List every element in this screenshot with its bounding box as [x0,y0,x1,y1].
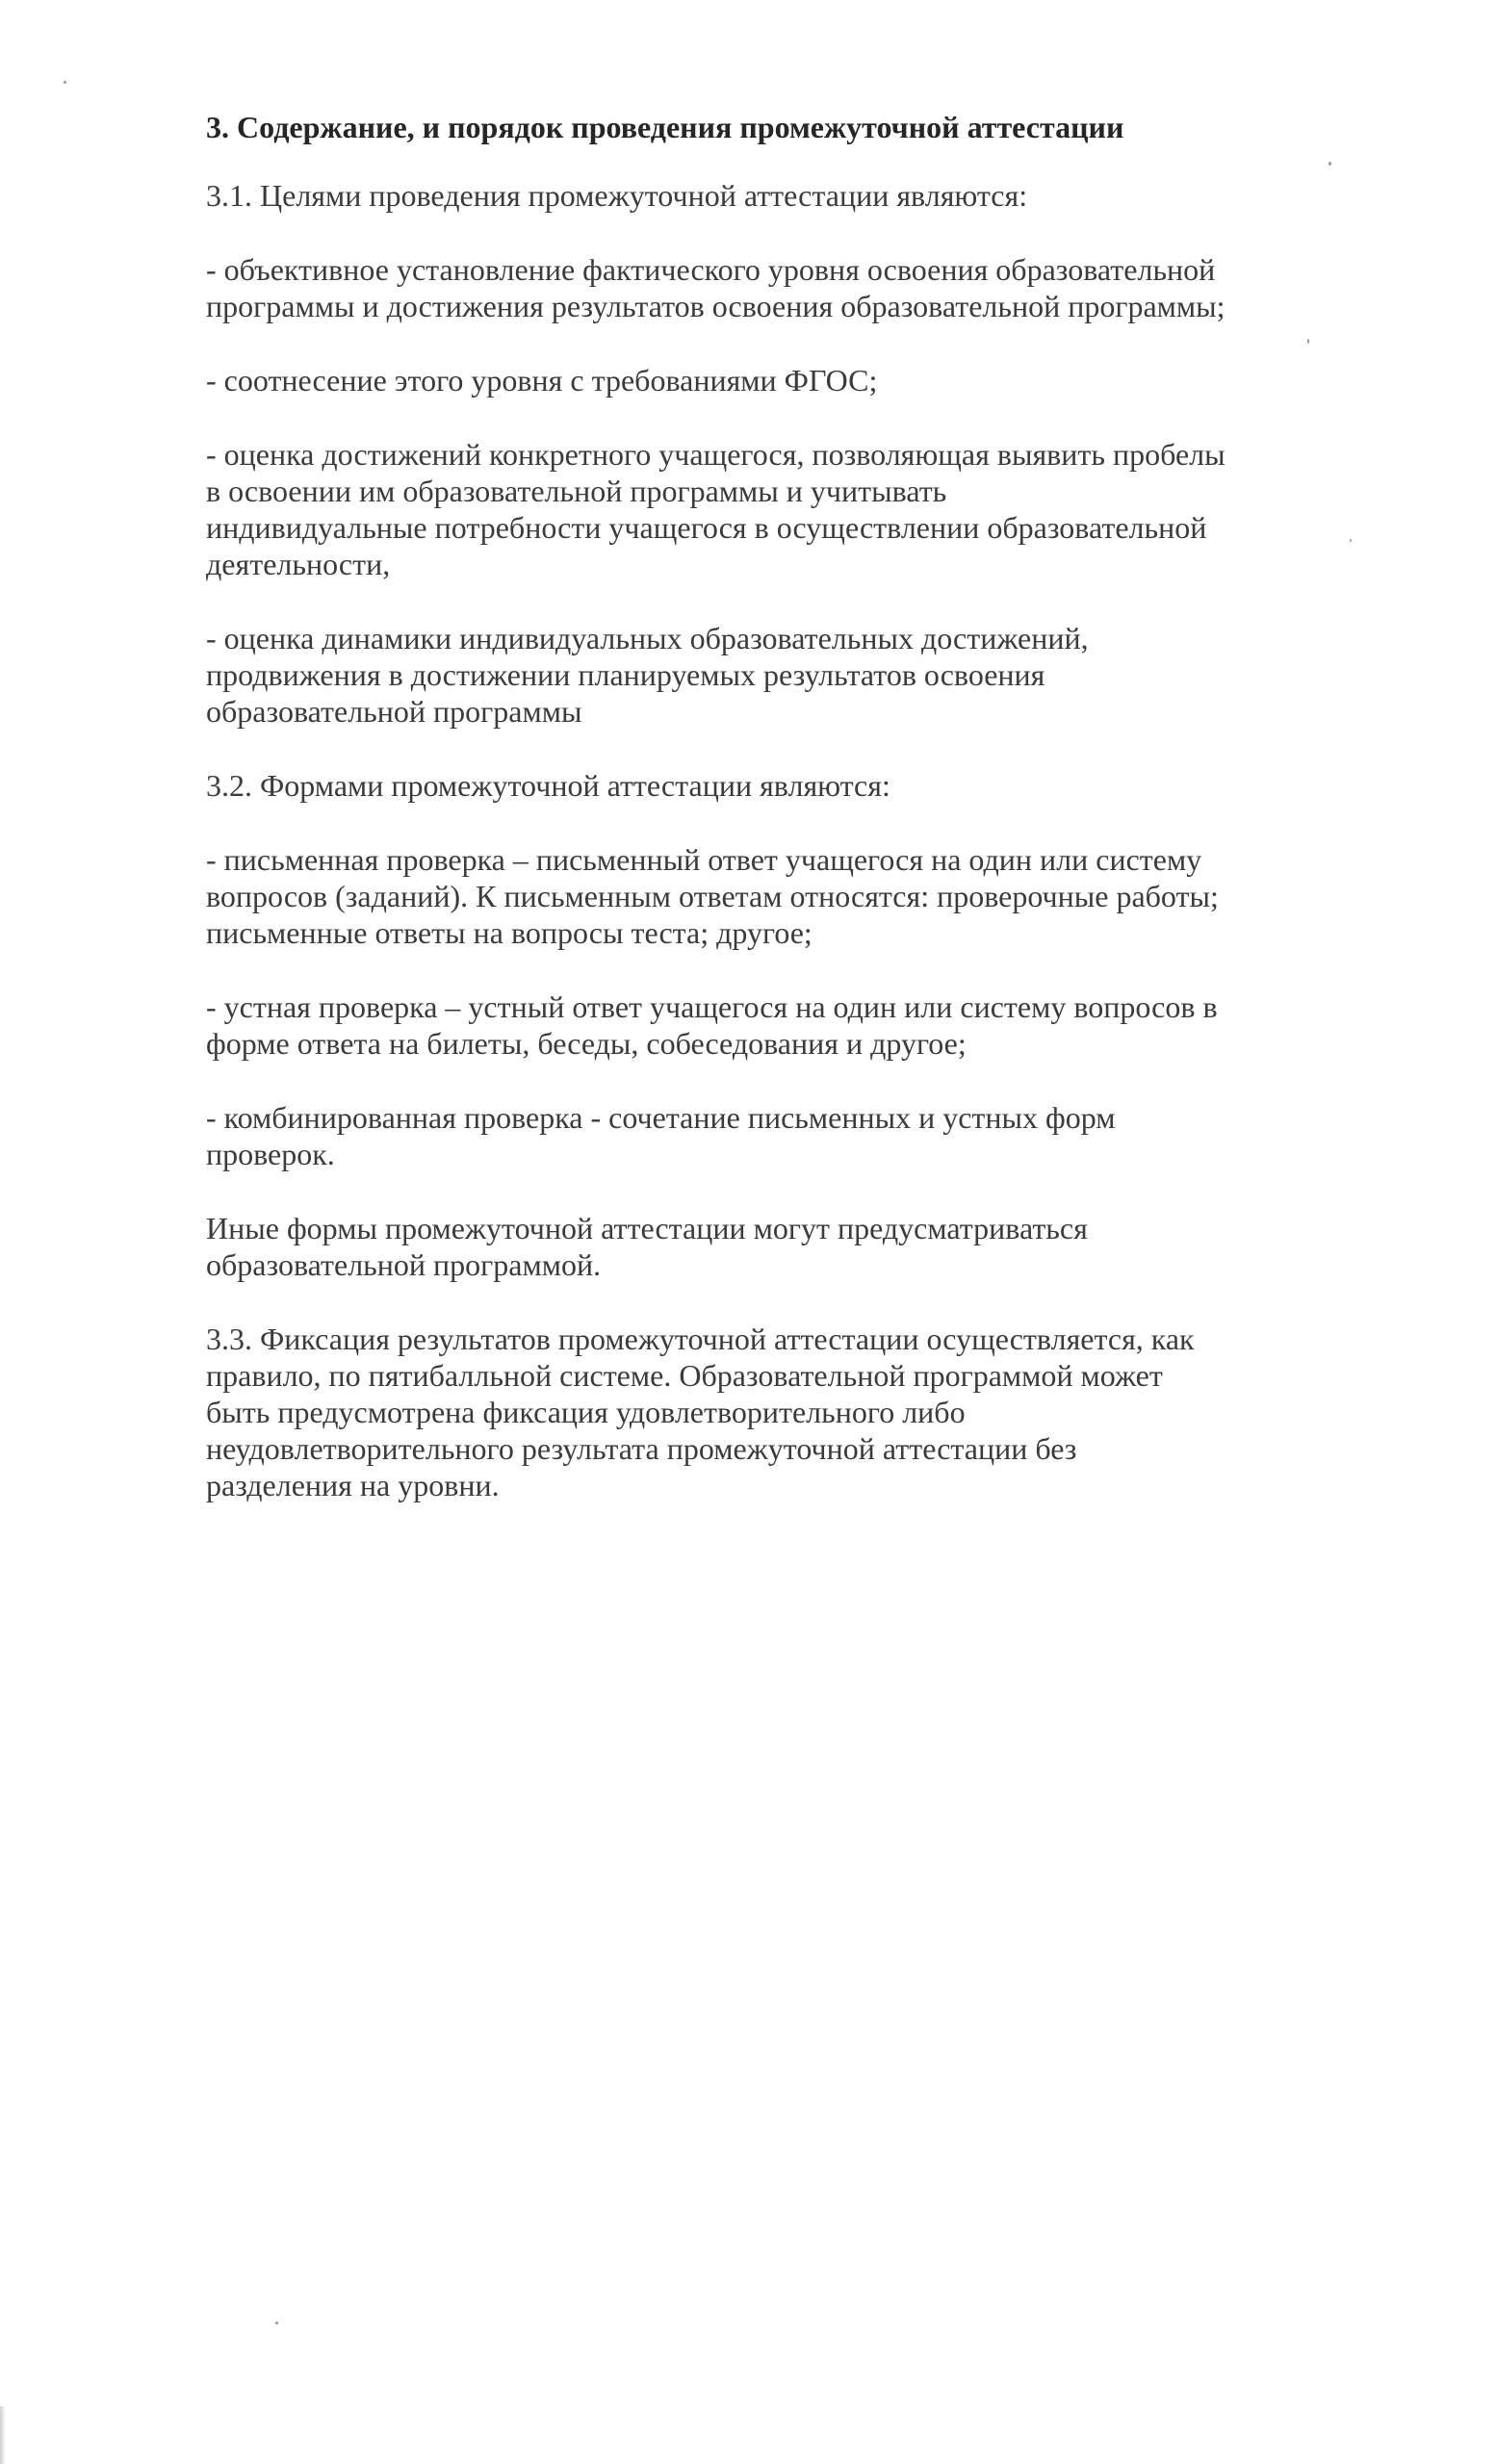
paragraph-combined-check [206,1099,1361,1172]
paragraph-3-2 [206,767,1361,804]
paragraph-objective-level [206,251,1361,324]
paragraph-3-1 [206,177,1361,214]
section-heading: 3. Содержание, и порядок проведения промежуточной аттестации [206,110,1124,144]
text-line: разделения на уровни. [206,1468,500,1502]
text-line: - оценка динамики индивидуальных образовательных достижений, [206,621,1089,655]
text-line: индивидуальные потребности учащегося в осуществлении образовательной [206,510,1207,545]
text-line: быть предусмотрена фиксация удовлетворительного либо [206,1395,966,1429]
paragraph-fgos [206,362,1361,398]
text-line: форме ответа на билеты, беседы, собеседования и другое; [206,1026,967,1061]
text-line: вопросов (заданий). К письменным ответам относятся: проверочные работы; [206,879,1219,913]
text-line: - комбинированная проверка - сочетание письменных и устных форм [206,1100,1116,1135]
paragraph-written-check [206,841,1361,951]
paragraph-oral-check [206,988,1361,1062]
paragraph-other-forms [206,1210,1361,1283]
text-line: 3.3. Фиксация результатов промежуточной аттестации осуществляется, как [206,1322,1195,1356]
text-line: - устная проверка – устный ответ учащегося на один или систему вопросов в [206,989,1218,1024]
paragraph-3-3 [206,1321,1361,1503]
text-line: - объективное установление фактического уровня освоения образовательной [206,252,1216,287]
text-line: проверок. [206,1137,335,1171]
text-line: 3.1. Целями проведения промежуточной аттестации являются: [206,178,1028,213]
text-line: - письменная проверка – письменный ответ учащегося на один или систему [206,842,1202,877]
text-line: деятельности, [206,547,391,581]
scan-speck [275,2322,278,2324]
scan-speck [64,81,66,84]
text-line: - оценка достижений конкретного учащегося, позволяющая выявить пробелы [206,437,1225,472]
scan-edge-shadow [0,2406,6,2464]
text-line: продвижения в достижении планируемых результатов освоения [206,657,1045,692]
text-line: образовательной программы [206,694,582,729]
text-line: 3.2. Формами промежуточной аттестации являются: [206,768,890,803]
text-line: неудовлетворительного результата промежуточной аттестации без [206,1431,1077,1466]
text-line: правило, по пятибалльной системе. Образовательной программой может [206,1358,1163,1393]
text-line: Иные формы промежуточной аттестации могут предусматриваться [206,1211,1088,1245]
paragraph-dynamics [206,620,1361,730]
text-line: в освоении им образовательной программы и учитывать [206,474,947,508]
text-line: образовательной программой. [206,1247,602,1282]
text-line: программы и достижения результатов освоения образовательной программы; [206,289,1225,323]
document-body [206,108,1361,1541]
text-line: - соотнесение этого уровня с требованиями ФГОС; [206,363,878,398]
text-line: письменные ответы на вопросы теста; другое; [206,915,812,950]
paragraph-achievement-assessment [206,436,1361,582]
